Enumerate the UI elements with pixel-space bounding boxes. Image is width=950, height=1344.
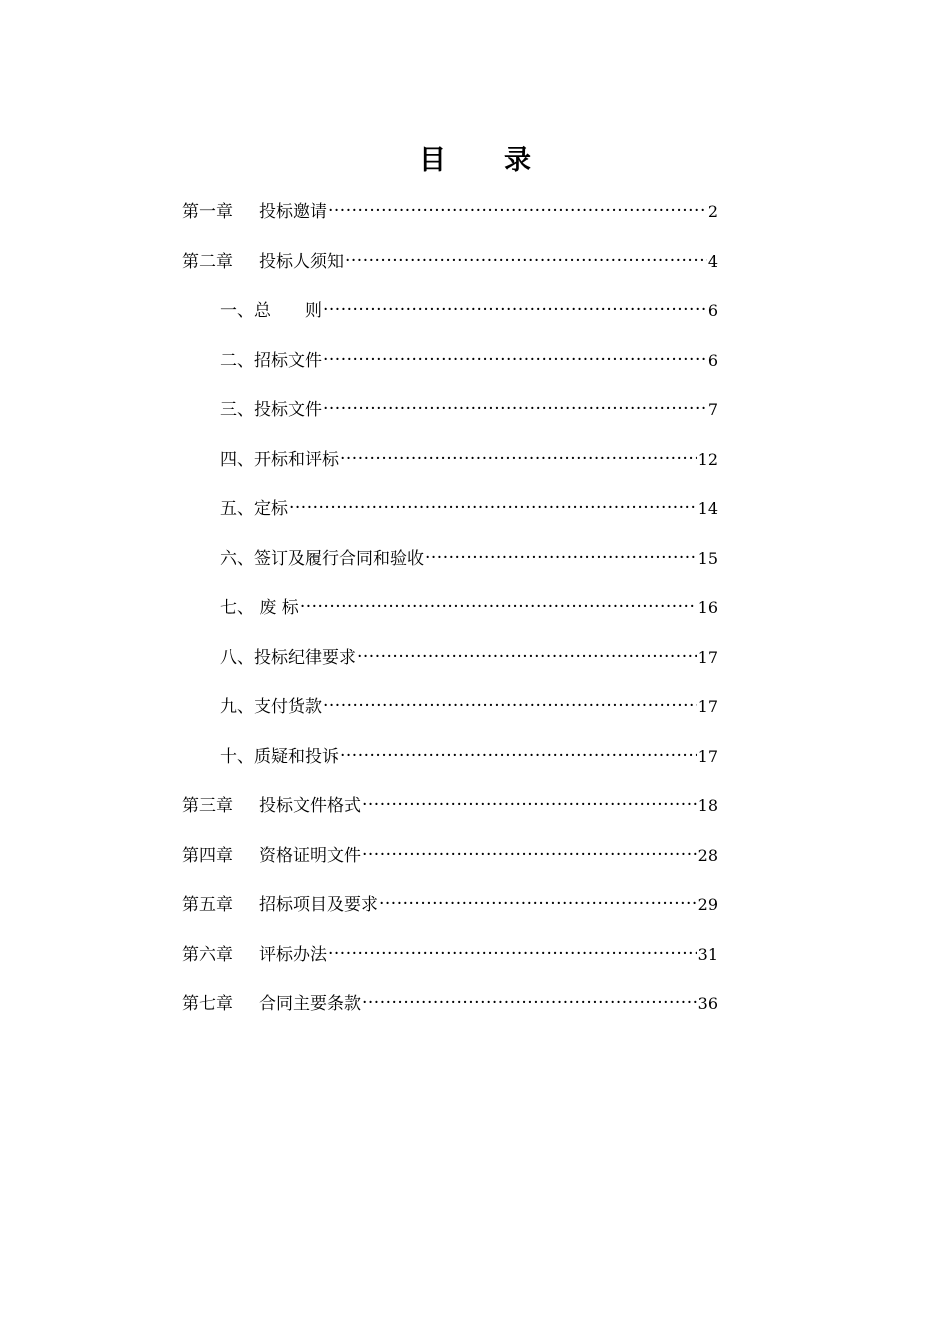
toc-entry-label: 十、质疑和投诉 (220, 746, 339, 767)
toc-page-number: 18 (697, 796, 718, 815)
toc-page-number: 17 (697, 647, 718, 667)
toc-dot-leader (379, 888, 697, 920)
toc-entry[interactable] (182, 345, 718, 395)
table-of-contents (182, 196, 718, 1038)
toc-dot-leader (323, 393, 707, 425)
toc-chapter-number: 第四章 (182, 845, 233, 866)
toc-page-number: 17 (697, 746, 718, 766)
toc-entry-label: 招标项目及要求 (259, 895, 378, 915)
toc-entry-label: 六、签订及履行合同和验收 (220, 548, 424, 569)
toc-entry[interactable] (182, 691, 718, 741)
toc-page-number: 28 (697, 845, 718, 865)
toc-page-number: 17 (697, 697, 718, 716)
toc-title-char-2: 录 (504, 145, 531, 176)
toc-entry[interactable] (182, 988, 718, 1038)
toc-entry-label: 投标人须知 (259, 251, 344, 272)
toc-dot-leader (323, 344, 707, 376)
toc-entry[interactable] (182, 444, 718, 494)
toc-page-number: 12 (697, 449, 718, 469)
toc-entry[interactable] (182, 295, 718, 345)
toc-entry[interactable] (182, 939, 718, 989)
toc-page-number: 16 (697, 598, 718, 617)
toc-page-number: 14 (697, 499, 718, 518)
toc-entry[interactable] (182, 642, 718, 692)
toc-entry[interactable] (182, 840, 718, 890)
toc-entry[interactable] (182, 196, 718, 246)
toc-title (0, 138, 950, 177)
toc-entry-label: 一、总 则 (220, 301, 322, 321)
toc-entry-label: 投标邀请 (259, 202, 327, 222)
toc-page-number: 15 (697, 548, 718, 568)
toc-dot-leader (357, 641, 697, 673)
toc-entry-label: 合同主要条款 (259, 994, 361, 1014)
toc-page-number: 29 (697, 895, 718, 914)
toc-title-char-1: 目 (419, 145, 446, 176)
toc-page-number: 31 (697, 944, 718, 964)
toc-entry-label: 二、招标文件 (220, 350, 322, 371)
toc-entry[interactable] (182, 592, 718, 642)
toc-entry[interactable] (182, 889, 718, 939)
toc-entry[interactable] (182, 543, 718, 593)
toc-entry-label: 投标文件格式 (259, 796, 361, 816)
toc-dot-leader (362, 839, 697, 871)
toc-chapter-number: 第一章 (182, 202, 233, 222)
toc-page-number: 6 (707, 301, 718, 320)
toc-page-number: 4 (707, 251, 718, 271)
toc-dot-leader (289, 492, 697, 524)
toc-chapter-number: 第五章 (182, 895, 233, 915)
toc-entry-label: 资格证明文件 (259, 845, 361, 866)
toc-entry-label: 七、 废 标 (220, 598, 299, 618)
toc-dot-leader (362, 987, 697, 1019)
toc-entry[interactable] (182, 394, 718, 444)
toc-dot-leader (345, 245, 707, 277)
toc-dot-leader (300, 591, 697, 623)
toc-chapter-number: 第七章 (182, 994, 233, 1014)
toc-entry[interactable] (182, 493, 718, 543)
toc-entry-label: 评标办法 (259, 944, 327, 965)
toc-entry-label: 五、定标 (220, 499, 288, 519)
toc-entry[interactable] (182, 790, 718, 840)
toc-dot-leader (425, 542, 697, 574)
toc-page-number: 6 (707, 350, 718, 370)
toc-page-number: 7 (707, 400, 718, 419)
toc-dot-leader (328, 938, 697, 970)
toc-dot-leader (340, 740, 697, 772)
toc-dot-leader (323, 690, 697, 722)
toc-entry[interactable] (182, 741, 718, 791)
toc-dot-leader (323, 294, 707, 326)
toc-dot-leader (340, 443, 697, 475)
toc-entry[interactable] (182, 246, 718, 296)
toc-dot-leader (362, 789, 697, 821)
toc-entry-label: 九、支付货款 (220, 697, 322, 717)
toc-entry-label: 三、投标文件 (220, 400, 322, 420)
toc-chapter-number: 第三章 (182, 796, 233, 816)
toc-entry-label: 八、投标纪律要求 (220, 647, 356, 668)
toc-chapter-number: 第二章 (182, 251, 233, 272)
toc-dot-leader (328, 195, 707, 227)
toc-page-number: 2 (707, 202, 718, 221)
toc-entry-label: 四、开标和评标 (220, 449, 339, 470)
toc-page-number: 36 (697, 994, 718, 1013)
toc-chapter-number: 第六章 (182, 944, 233, 965)
